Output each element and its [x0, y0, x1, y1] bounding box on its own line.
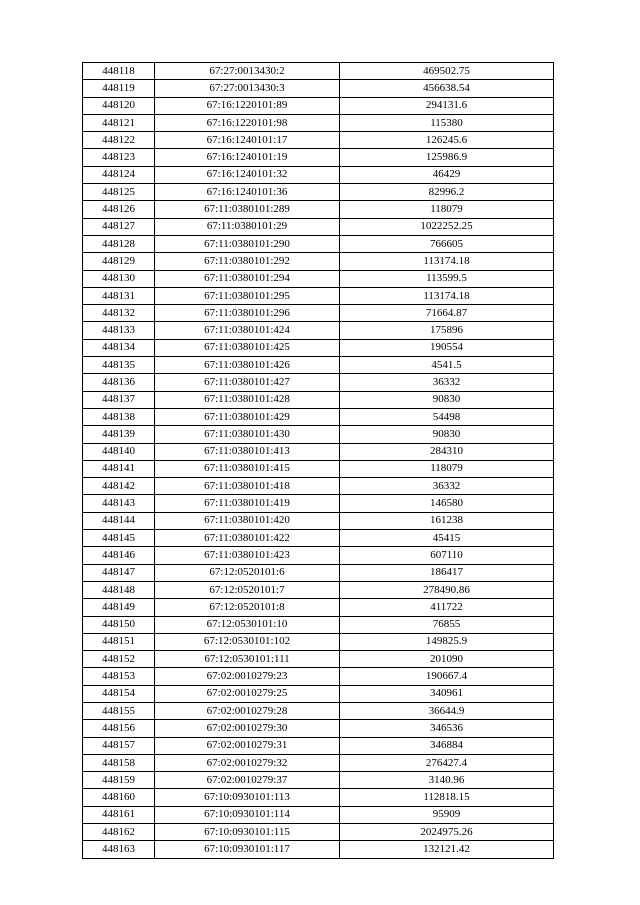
- row-number-cell: 448118: [83, 63, 155, 80]
- cadastral-number-cell: 67:11:0380101:419: [155, 495, 340, 512]
- cadastral-number-cell: 67:10:0930101:114: [155, 806, 340, 823]
- table-row: [83, 460, 554, 477]
- row-number-cell: 448127: [83, 218, 155, 235]
- table-row: [83, 114, 554, 131]
- cadastral-value-cell: 115380: [340, 114, 554, 131]
- cadastral-number-cell: 67:11:0380101:425: [155, 339, 340, 356]
- cadastral-value-cell: 411722: [340, 599, 554, 616]
- cadastral-number-cell: 67:02:0010279:31: [155, 737, 340, 754]
- cadastral-value-cell: 2024975.26: [340, 824, 554, 841]
- row-number-cell: 448129: [83, 253, 155, 270]
- table-row: [83, 235, 554, 252]
- cadastral-value-cell: 190667.4: [340, 668, 554, 685]
- cadastral-number-cell: 67:10:0930101:113: [155, 789, 340, 806]
- row-number-cell: 448124: [83, 166, 155, 183]
- table-row: [83, 63, 554, 80]
- table-row: [83, 789, 554, 806]
- cadastral-value-cell: 76855: [340, 616, 554, 633]
- cadastral-value-cell: 201090: [340, 651, 554, 668]
- cadastral-value-cell: 95909: [340, 806, 554, 823]
- cadastral-value-cell: 1022252.25: [340, 218, 554, 235]
- cadastral-value-cell: 175896: [340, 322, 554, 339]
- cadastral-number-cell: 67:16:1240101:19: [155, 149, 340, 166]
- row-number-cell: 448147: [83, 564, 155, 581]
- table-row: [83, 374, 554, 391]
- table-row: [83, 806, 554, 823]
- cadastral-value-cell: 278490.86: [340, 581, 554, 598]
- row-number-cell: 448159: [83, 772, 155, 789]
- cadastral-number-cell: 67:11:0380101:418: [155, 478, 340, 495]
- table-row: [83, 391, 554, 408]
- table-row: [83, 633, 554, 650]
- row-number-cell: 448161: [83, 806, 155, 823]
- cadastral-number-cell: 67:02:0010279:28: [155, 702, 340, 719]
- cadastral-number-cell: 67:11:0380101:420: [155, 512, 340, 529]
- cadastral-number-cell: 67:16:1220101:89: [155, 97, 340, 114]
- cadastral-value-cell: 340961: [340, 685, 554, 702]
- row-number-cell: 448120: [83, 97, 155, 114]
- cadastral-value-cell: 118079: [340, 460, 554, 477]
- table-row: [83, 702, 554, 719]
- cadastral-number-cell: 67:12:0520101:7: [155, 581, 340, 598]
- cadastral-number-cell: 67:11:0380101:426: [155, 357, 340, 374]
- cadastral-number-cell: 67:11:0380101:427: [155, 374, 340, 391]
- cadastral-value-cell: 46429: [340, 166, 554, 183]
- table-row: [83, 530, 554, 547]
- cadastral-value-cell: 125986.9: [340, 149, 554, 166]
- table-row: [83, 253, 554, 270]
- cadastral-value-cell: 118079: [340, 201, 554, 218]
- row-number-cell: 448125: [83, 184, 155, 201]
- table-row: [83, 737, 554, 754]
- cadastral-number-cell: 67:11:0380101:296: [155, 305, 340, 322]
- row-number-cell: 448153: [83, 668, 155, 685]
- cadastral-value-cell: 90830: [340, 426, 554, 443]
- table-row: [83, 149, 554, 166]
- cadastral-value-cell: 469502.75: [340, 63, 554, 80]
- table-row: [83, 322, 554, 339]
- cadastral-number-cell: 67:11:0380101:423: [155, 547, 340, 564]
- table-body: [83, 63, 554, 859]
- table-row: [83, 287, 554, 304]
- row-number-cell: 448141: [83, 460, 155, 477]
- row-number-cell: 448121: [83, 114, 155, 131]
- cadastral-value-cell: 146580: [340, 495, 554, 512]
- cadastral-value-cell: 346536: [340, 720, 554, 737]
- cadastral-number-cell: 67:11:0380101:422: [155, 530, 340, 547]
- cadastral-value-cell: 149825.9: [340, 633, 554, 650]
- cadastral-number-cell: 67:11:0380101:424: [155, 322, 340, 339]
- table-row: [83, 270, 554, 287]
- cadastral-number-cell: 67:27:0013430:3: [155, 80, 340, 97]
- row-number-cell: 448135: [83, 357, 155, 374]
- cadastral-value-cell: 3140.96: [340, 772, 554, 789]
- cadastral-number-cell: 67:02:0010279:37: [155, 772, 340, 789]
- cadastral-number-cell: 67:11:0380101:415: [155, 460, 340, 477]
- cadastral-number-cell: 67:16:1240101:17: [155, 132, 340, 149]
- table-row: [83, 685, 554, 702]
- cadastral-value-cell: 113599.5: [340, 270, 554, 287]
- row-number-cell: 448155: [83, 702, 155, 719]
- table-row: [83, 668, 554, 685]
- cadastral-value-cell: 284310: [340, 443, 554, 460]
- cadastral-number-cell: 67:11:0380101:29: [155, 218, 340, 235]
- row-number-cell: 448146: [83, 547, 155, 564]
- table-row: [83, 495, 554, 512]
- cadastral-value-cell: 190554: [340, 339, 554, 356]
- table-row: [83, 599, 554, 616]
- row-number-cell: 448145: [83, 530, 155, 547]
- cadastral-number-cell: 67:12:0530101:102: [155, 633, 340, 650]
- cadastral-value-cell: 346884: [340, 737, 554, 754]
- cadastral-number-cell: 67:10:0930101:117: [155, 841, 340, 858]
- cadastral-number-cell: 67:02:0010279:25: [155, 685, 340, 702]
- table-row: [83, 824, 554, 841]
- row-number-cell: 448148: [83, 581, 155, 598]
- row-number-cell: 448140: [83, 443, 155, 460]
- cadastral-value-cell: 186417: [340, 564, 554, 581]
- table-row: [83, 651, 554, 668]
- cadastral-value-cell: 36644.9: [340, 702, 554, 719]
- row-number-cell: 448152: [83, 651, 155, 668]
- cadastral-number-cell: 67:16:1240101:36: [155, 184, 340, 201]
- table-row: [83, 581, 554, 598]
- cadastral-value-cell: 161238: [340, 512, 554, 529]
- table-row: [83, 201, 554, 218]
- cadastral-number-cell: 67:11:0380101:294: [155, 270, 340, 287]
- cadastral-value-cell: 36332: [340, 478, 554, 495]
- cadastral-value-cell: 132121.42: [340, 841, 554, 858]
- row-number-cell: 448149: [83, 599, 155, 616]
- row-number-cell: 448138: [83, 408, 155, 425]
- row-number-cell: 448157: [83, 737, 155, 754]
- cadastral-number-cell: 67:11:0380101:428: [155, 391, 340, 408]
- cadastral-number-cell: 67:11:0380101:429: [155, 408, 340, 425]
- table-row: [83, 80, 554, 97]
- row-number-cell: 448139: [83, 426, 155, 443]
- table-row: [83, 184, 554, 201]
- cadastral-number-cell: 67:11:0380101:290: [155, 235, 340, 252]
- cadastral-value-cell: 607110: [340, 547, 554, 564]
- row-number-cell: 448126: [83, 201, 155, 218]
- table-row: [83, 132, 554, 149]
- cadastral-number-cell: 67:11:0380101:413: [155, 443, 340, 460]
- cadastral-value-cell: 71664.87: [340, 305, 554, 322]
- cadastral-number-cell: 67:11:0380101:295: [155, 287, 340, 304]
- cadastral-value-cell: 113174.18: [340, 253, 554, 270]
- row-number-cell: 448132: [83, 305, 155, 322]
- row-number-cell: 448156: [83, 720, 155, 737]
- cadastral-value-cell: 294131.6: [340, 97, 554, 114]
- cadastral-number-cell: 67:02:0010279:32: [155, 754, 340, 771]
- row-number-cell: 448143: [83, 495, 155, 512]
- cadastral-number-cell: 67:11:0380101:430: [155, 426, 340, 443]
- table-row: [83, 772, 554, 789]
- table-row: [83, 564, 554, 581]
- cadastral-number-cell: 67:11:0380101:292: [155, 253, 340, 270]
- cadastral-number-cell: 67:10:0930101:115: [155, 824, 340, 841]
- table-row: [83, 547, 554, 564]
- cadastral-value-cell: 126245.6: [340, 132, 554, 149]
- row-number-cell: 448150: [83, 616, 155, 633]
- cadastral-number-cell: 67:16:1220101:98: [155, 114, 340, 131]
- cadastral-value-cell: 90830: [340, 391, 554, 408]
- cadastral-number-cell: 67:11:0380101:289: [155, 201, 340, 218]
- table-row: [83, 512, 554, 529]
- cadastral-value-table: [82, 62, 554, 859]
- cadastral-value-cell: 113174.18: [340, 287, 554, 304]
- row-number-cell: 448158: [83, 754, 155, 771]
- cadastral-value-cell: 82996.2: [340, 184, 554, 201]
- table-row: [83, 408, 554, 425]
- table-row: [83, 426, 554, 443]
- cadastral-number-cell: 67:02:0010279:23: [155, 668, 340, 685]
- cadastral-value-cell: 54498: [340, 408, 554, 425]
- row-number-cell: 448154: [83, 685, 155, 702]
- table-row: [83, 443, 554, 460]
- row-number-cell: 448144: [83, 512, 155, 529]
- cadastral-number-cell: 67:02:0010279:30: [155, 720, 340, 737]
- row-number-cell: 448137: [83, 391, 155, 408]
- row-number-cell: 448123: [83, 149, 155, 166]
- table-row: [83, 357, 554, 374]
- row-number-cell: 448134: [83, 339, 155, 356]
- cadastral-value-cell: 276427.4: [340, 754, 554, 771]
- table-row: [83, 720, 554, 737]
- cadastral-number-cell: 67:12:0530101:10: [155, 616, 340, 633]
- table-row: [83, 166, 554, 183]
- row-number-cell: 448128: [83, 235, 155, 252]
- cadastral-value-cell: 4541.5: [340, 357, 554, 374]
- cadastral-value-cell: 456638.54: [340, 80, 554, 97]
- row-number-cell: 448142: [83, 478, 155, 495]
- table-row: [83, 616, 554, 633]
- cadastral-number-cell: 67:12:0520101:6: [155, 564, 340, 581]
- table-row: [83, 305, 554, 322]
- row-number-cell: 448122: [83, 132, 155, 149]
- cadastral-value-cell: 45415: [340, 530, 554, 547]
- cadastral-value-cell: 36332: [340, 374, 554, 391]
- cadastral-number-cell: 67:16:1240101:32: [155, 166, 340, 183]
- table-row: [83, 97, 554, 114]
- row-number-cell: 448130: [83, 270, 155, 287]
- table-row: [83, 478, 554, 495]
- table-row: [83, 754, 554, 771]
- row-number-cell: 448163: [83, 841, 155, 858]
- row-number-cell: 448136: [83, 374, 155, 391]
- row-number-cell: 448131: [83, 287, 155, 304]
- row-number-cell: 448160: [83, 789, 155, 806]
- table-row: [83, 339, 554, 356]
- cadastral-value-cell: 112818.15: [340, 789, 554, 806]
- cadastral-value-cell: 766605: [340, 235, 554, 252]
- cadastral-number-cell: 67:27:0013430:2: [155, 63, 340, 80]
- table-row: [83, 218, 554, 235]
- cadastral-number-cell: 67:12:0520101:8: [155, 599, 340, 616]
- row-number-cell: 448151: [83, 633, 155, 650]
- table-row: [83, 841, 554, 858]
- row-number-cell: 448133: [83, 322, 155, 339]
- cadastral-number-cell: 67:12:0530101:111: [155, 651, 340, 668]
- row-number-cell: 448162: [83, 824, 155, 841]
- row-number-cell: 448119: [83, 80, 155, 97]
